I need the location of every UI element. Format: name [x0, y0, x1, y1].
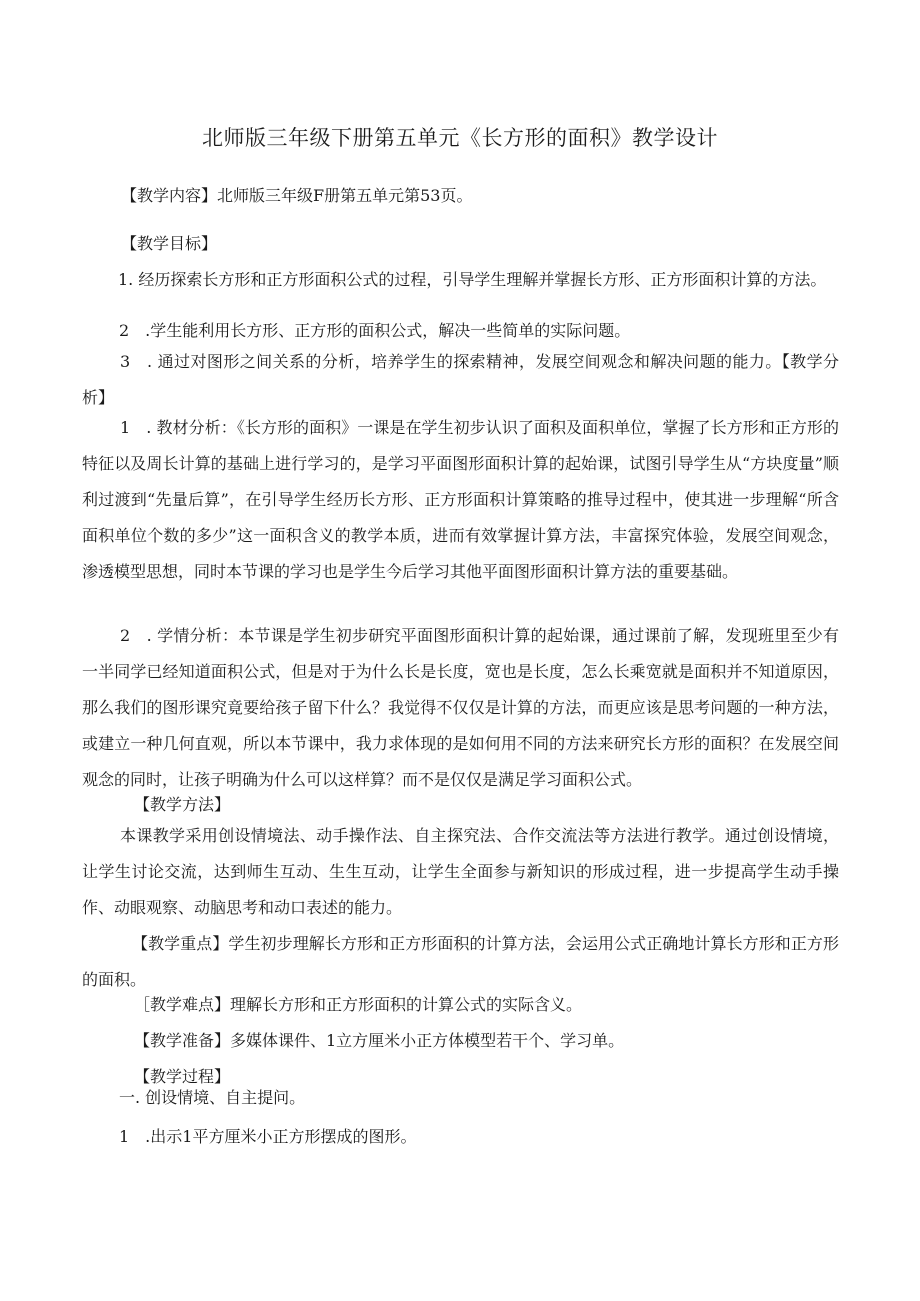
objective-3: 3 . 通过对图形之间关系的分析，培养学生的探索精神，发展空间观念和解决问题的能力。【教学分析】: [82, 352, 839, 407]
difficulty-line: ［教学难点】理解长方形和正方形面积的计算公式的实际含义。: [134, 995, 583, 1014]
objectives-heading: 【教学目标】: [121, 234, 218, 253]
process-item-1: 1 .出示1平方厘米小正方形摆成的图形。: [119, 1127, 417, 1146]
key-points: 【教学重点】学生初步理解长方形和正方形面积的计算方法，会运用公式正确地计算长方形和正方形的面积。: [82, 934, 839, 989]
methods-text: 本课教学采用创设情境法、动手操作法、自主探究法、合作交流法等方法进行教学。通过创设情境，让学生讨论交流，达到师生互动、生生互动，让学生全面参与新知识的形成过程，进一步提高学生动手操作、动眼观察、动脑思考和动口表述的能力。: [82, 826, 839, 917]
objective-1: 1. 经历探索长方形和正方形面积公式的过程，引导学生理解并掌握长方形、正方形面积计算的方法。: [118, 270, 827, 289]
process-step-1: 一. 创设情境、自主提问。: [119, 1088, 306, 1107]
learner-analysis: 2 . 学情分析：本节课是学生初步研究平面图形面积计算的起始课，通过课前了解，发现班里至少有一半同学已经知道面积公式，但是对于为什么长是长度，宽也是长度，怎么长乘宽就是面积并不知道原因，那么我们的图形课究竟要给孩子留下什么？我觉得不仅仅是计算的方法，而更应该是思考问题的一种方法，或建立一种几何直观，所以本节课中，我力求体现的是如何用不同的方法来研究长方形的面积？在发展空间观念的同时，让孩子明确为什么可以这样算？而不是仅仅是满足学习面积公式。: [82, 626, 839, 789]
methods-heading: 【教学方法】: [134, 795, 231, 814]
textbook-analysis: 1 . 教材分析：《长方形的面积》一课是在学生初步认识了面积及面积单位，掌握了长方形和正方形的特征以及周长计算的基础上进行学习的，是学习平面图形面积计算的起始课，试图引导学生从“方块度量”顺利过渡到“先量后算”，在引导学生经历长方形、正方形面积计算策略的推导过程中，使其进一步理解“所含面积单位个数的多少”这一面积含义的教学本质，进而有效掌握计算方法，丰富探究体验，发展空间观念，渗透模型思想，同时本节课的学习也是学生今后学习其他平面图形面积计算方法的重要基础。: [82, 418, 839, 581]
document-title: 北师版三年级下册第五单元《长方形的面积》教学设计: [202, 126, 718, 150]
objective-2: 2 .学生能利用长方形、正方形的面积公式，解决一些简单的实际问题。: [119, 321, 631, 340]
teaching-content-line: 【教学内容】北师版三年级F册第五单元第53页。: [121, 186, 473, 205]
preparation-line: 【教学准备】多媒体课件、1立方厘米小正方体模型若干个、学习单。: [134, 1031, 625, 1050]
process-heading: 【教学过程】: [134, 1067, 231, 1086]
